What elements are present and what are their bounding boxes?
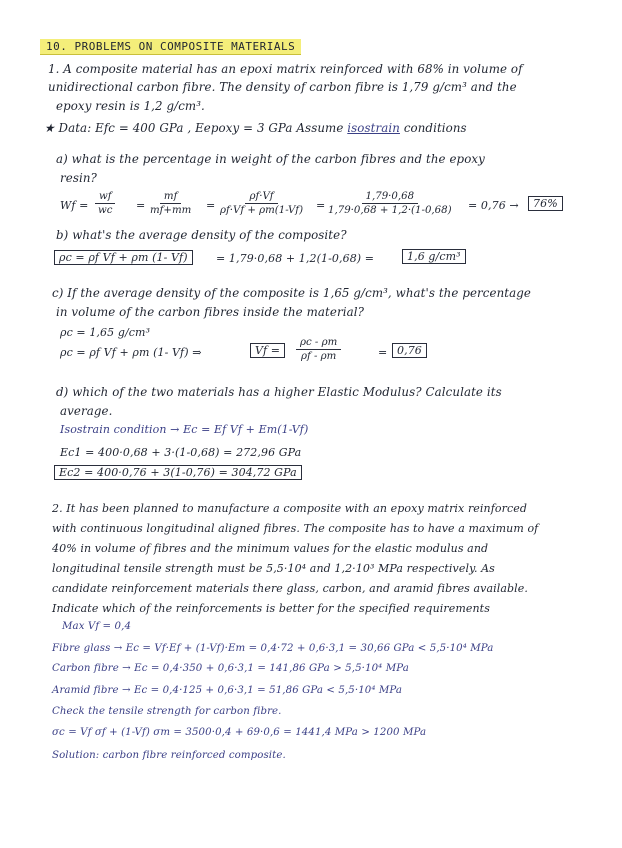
answer-b-formula: ρc = ρf Vf + ρm (1- Vf) [54,250,193,265]
fraction-4-numerator: 1,79·0,68 [362,190,419,204]
data-conditions: conditions [403,121,467,135]
answer-c-equation: ρc = ρf Vf + ρm (1- Vf) ⇒ [60,346,202,359]
answer-a-fraction-3 [216,190,307,217]
answer-c-given: ρc = 1,65 g/cm³ [60,326,151,339]
problem1-statement-line-2: unidirectional carbon fibre. The density of carbon fibre is 1,79 g/cm³ and the [48,80,517,94]
question-d-line-2: average. [60,404,113,418]
question-d-line-1: d) which of the two materials has a higher Elastic Modulus? Calculate its [56,385,502,399]
answer-a-fraction-1 [94,190,116,217]
answer-d-condition: Isostrain condition → Ec = Ef Vf + Em(1-Vf) [60,423,309,436]
fraction-1-numerator: wf [95,190,116,204]
fraction-3-denominator: ρf·Vf + ρm(1-Vf) [220,205,304,216]
answer-a-eq-2: = [206,199,216,212]
fraction-2-numerator: mf [160,190,181,204]
question-a-line-2: resin? [60,171,97,185]
fraction-2-denominator: mf+mm [150,205,192,216]
answer-a-result: = 0,76 → [468,199,519,212]
problem2-line-check-strength: Check the tensile strength for carbon fibre. [52,706,282,717]
question-c-line-2: in volume of the carbon fibres inside the material? [56,305,364,319]
problem1-statement-line-1: 1. A composite material has an epoxi matrix reinforced with 68% in volume of [48,62,523,76]
problem2-statement-line-3: 40% in volume of fibres and the minimum values for the elastic modulus and [52,542,489,555]
problem2-line-fibre-glass: Fibre glass → Ec = Vf·Ef + (1-Vf)·Em = 0,4·72 + 0,6·3,1 = 30,66 GPa < 5,5·10⁴ MPa [52,643,494,654]
answer-d-ec2-boxed: Ec2 = 400·0,76 + 3(1-0,76) = 304,72 GPa [54,465,302,480]
problem2-statement-line-2: with continuous longitudinal aligned fibres. The composite has to have a maximum of [52,522,539,535]
problem2-statement-line-5: candidate reinforcement materials there glass, carbon, and aramid fibres available. [52,582,529,595]
problem2-statement-line-1: 2. It has been planned to manufacture a composite with an epoxy matrix reinforced [52,502,527,515]
problem1-statement-line-3: epoxy resin is 1,2 g/cm³. [56,99,205,113]
fraction-4-denominator: 1,79·0,68 + 1,2·(1-0,68) [328,205,452,216]
problem2-max-vf: Max Vf = 0,4 [62,621,132,632]
problem2-statement-line-4: longitudinal tensile strength must be 5,5·10⁴ and 1,2·10³ MPa respectively. As [52,562,495,575]
answer-c-eq: = [378,346,388,359]
answer-c-fraction-denominator: ρf - ρm [300,351,337,362]
answer-a-fraction-2 [146,190,195,217]
answer-c-vf-label: Vf = [250,343,285,358]
data-label: ★ Data: [44,121,92,135]
question-b: b) what's the average density of the composite? [56,228,347,242]
page-title: 10. PROBLEMS ON COMPOSITE MATERIALS [40,39,301,55]
data-epoxy-modulus: , Eepoxy = 3 GPa [187,121,293,135]
problem2-statement-line-6: Indicate which of the reinforcements is better for the specified requirements [52,602,490,615]
answer-a-eq-1: = [136,199,146,212]
answer-c-fraction-numerator: ρc - ρm [296,336,341,350]
data-isostrain: isostrain [347,121,400,135]
problem2-line-solution: Solution: carbon fibre reinforced composite. [52,750,286,761]
answer-d-ec1: Ec1 = 400·0,68 + 3·(1-0,68) = 272,96 GPa [60,446,302,459]
data-assume: Assume [296,121,344,135]
answer-a-lhs: Wf = [60,199,89,212]
data-fibre-modulus: Efc = 400 GPa [95,121,184,135]
answer-c-boxed-result: 0,76 [392,343,427,358]
answer-b-boxed-result: 1,6 g/cm³ [402,249,466,264]
answer-c-fraction [296,336,341,363]
fraction-1-denominator: wc [98,205,113,216]
answer-a-boxed-result: 76% [528,196,563,211]
fraction-3-numerator: ρf·Vf [245,190,277,204]
question-c-line-1: c) If the average density of the composite is 1,65 g/cm³, what's the percentage [52,286,531,300]
problem2-line-carbon-fibre: Carbon fibre → Ec = 0,4·350 + 0,6·3,1 = 141,86 GPa > 5,5·10⁴ MPa [52,663,409,674]
data-line [44,121,467,135]
answer-a-eq-3: = [316,199,326,212]
answer-b-calc: = 1,79·0,68 + 1,2(1-0,68) = [216,252,375,265]
answer-a-fraction-4 [324,190,456,217]
question-a-line-1: a) what is the percentage in weight of the carbon fibres and the epoxy [56,152,485,166]
problem2-line-aramid-fibre: Aramid fibre → Ec = 0,4·125 + 0,6·3,1 = 51,86 GPa < 5,5·10⁴ MPa [52,685,403,696]
problem2-line-strength-calc: σc = Vf σf + (1-Vf) σm = 3500·0,4 + 69·0,6 = 1441,4 MPa > 1200 MPa [52,727,427,738]
